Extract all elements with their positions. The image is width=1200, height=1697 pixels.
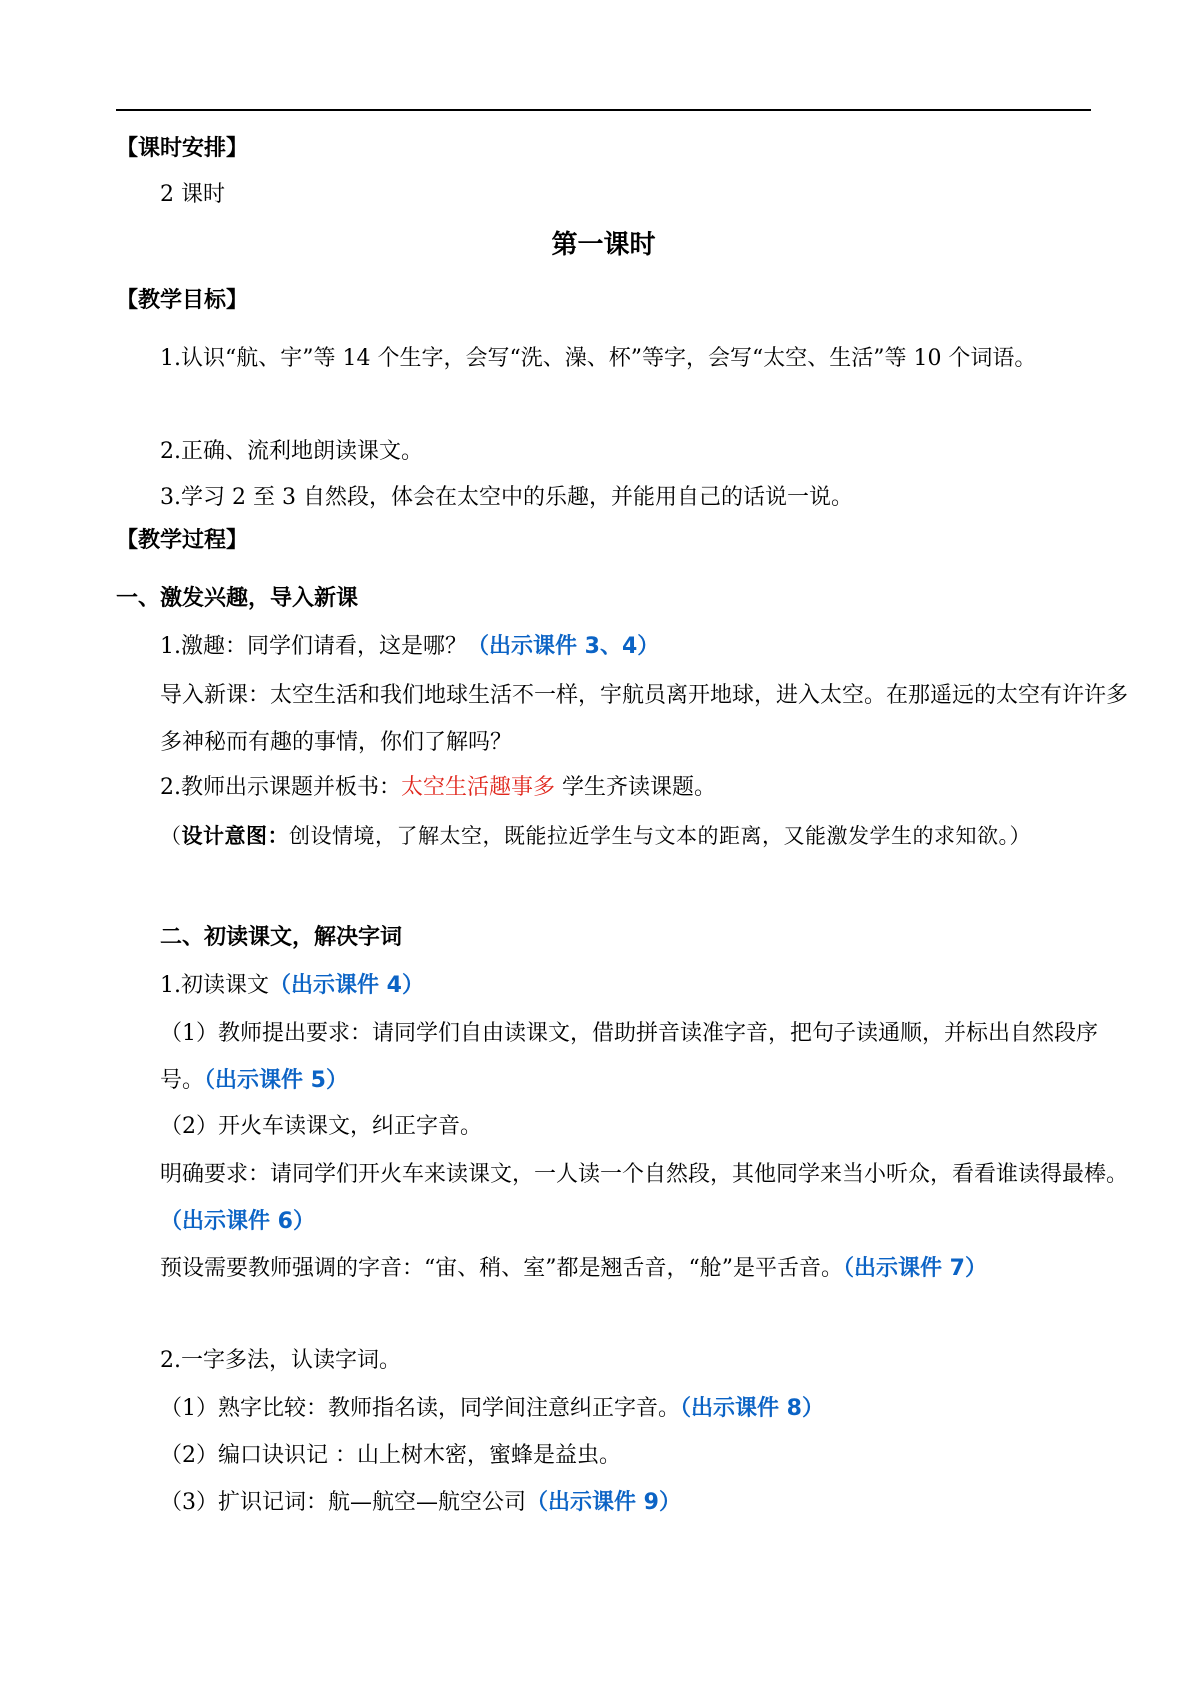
courseware-ref: （出示课件 9） [526,1490,681,1515]
section1-p3 [116,765,1135,811]
process-heading: 【教学过程】 [116,527,249,553]
section1-p2: 导入新课：太空生活和我们地球生活不一样，宇航员离开地球，进入太空。在那遥远的太空有许许多多神秘而有趣的事情，你们了解吗？ [160,683,1129,755]
section2-p4-text: 明确要求：请同学们开火车来读课文，一人读一个自然段，其他同学来当小听众，看看谁读得最棒。 [160,1162,1129,1187]
section1-p1-text: 1.激趣：同学们请看，这是哪？ [160,634,467,659]
courseware-ref: （出示课件 8） [680,1396,824,1421]
section2-p1 [116,963,1135,1009]
goals-heading: 【教学目标】 [116,287,249,313]
section2-p2-text: （1）教师提出要求：请同学们自由读课文，借助拼音读准字音，把句子读通顺，并标出自然段序号。 [160,1021,1099,1093]
goal-item-1: 1.认识“航、宇”等 14 个生字，会写“洗、澡、杯”等字，会写“太空、生活”等 10 个词语。 [160,346,1037,371]
courseware-ref: （出示课件 6） [160,1209,315,1234]
goal-item-2: 2.正确、流利地朗读课文。 [160,439,423,464]
section1-p3-pre: 2.教师出示课题并板书： [160,775,401,800]
section2-p1-text: 1.初读课文 [160,973,269,998]
design-label: 设计意图： [181,823,289,848]
courseware-ref: （出示课件 7） [843,1256,987,1281]
design-open: （ [160,824,182,848]
courseware-ref: （出示课件 5） [204,1068,348,1093]
section1-p1 [116,624,1135,670]
section2-p4 [116,1151,1135,1245]
design-text: 创设情境，了解太空，既能拉近学生与文本的距离，又能激发学生的求知欲。） [289,824,1031,848]
section2-p5-text: 预设需要教师强调的字音：“宙、稍、室”都是翘舌音，“舱”是平舌音。 [160,1256,843,1281]
board-title: 太空生活趣事多 [401,775,556,800]
courseware-ref: （出示课件 3、4） [467,634,660,659]
section2-p5 [116,1245,1135,1292]
section2-p2 [116,1010,1135,1104]
section2-p3: （2）开火车读课文，纠正字音。 [160,1114,482,1139]
section2-p9-text: （3）扩识记词：航—航空—航空公司 [160,1490,526,1515]
lesson-title: 第一课时 [551,230,656,260]
section2-p8: （2）编口诀识记 ：山上树木密，蜜蜂是益虫。 [160,1443,621,1468]
goal-item-3: 3.学习 2 至 3 自然段，体会在太空中的乐趣，并能用自己的话说一说。 [160,485,853,510]
section2-p6: 2.一字多法，认读字词。 [160,1348,401,1373]
header-rule [116,109,1091,111]
design-intent [116,812,1135,860]
section2-p9 [116,1480,1135,1526]
schedule-value: 2 课时 [160,182,225,207]
section1-p3-post: 学生齐读课题。 [555,775,717,800]
section2-p7-text: （1）熟字比较：教师指名读，同学间注意纠正字音。 [160,1396,680,1421]
schedule-heading: 【课时安排】 [116,135,249,161]
courseware-ref: （出示课件 4） [269,973,424,998]
section1-title: 一、激发兴趣，导入新课 [116,585,359,611]
section2-title: 二、初读课文，解决字词 [160,924,403,950]
section2-p7 [116,1386,1135,1432]
